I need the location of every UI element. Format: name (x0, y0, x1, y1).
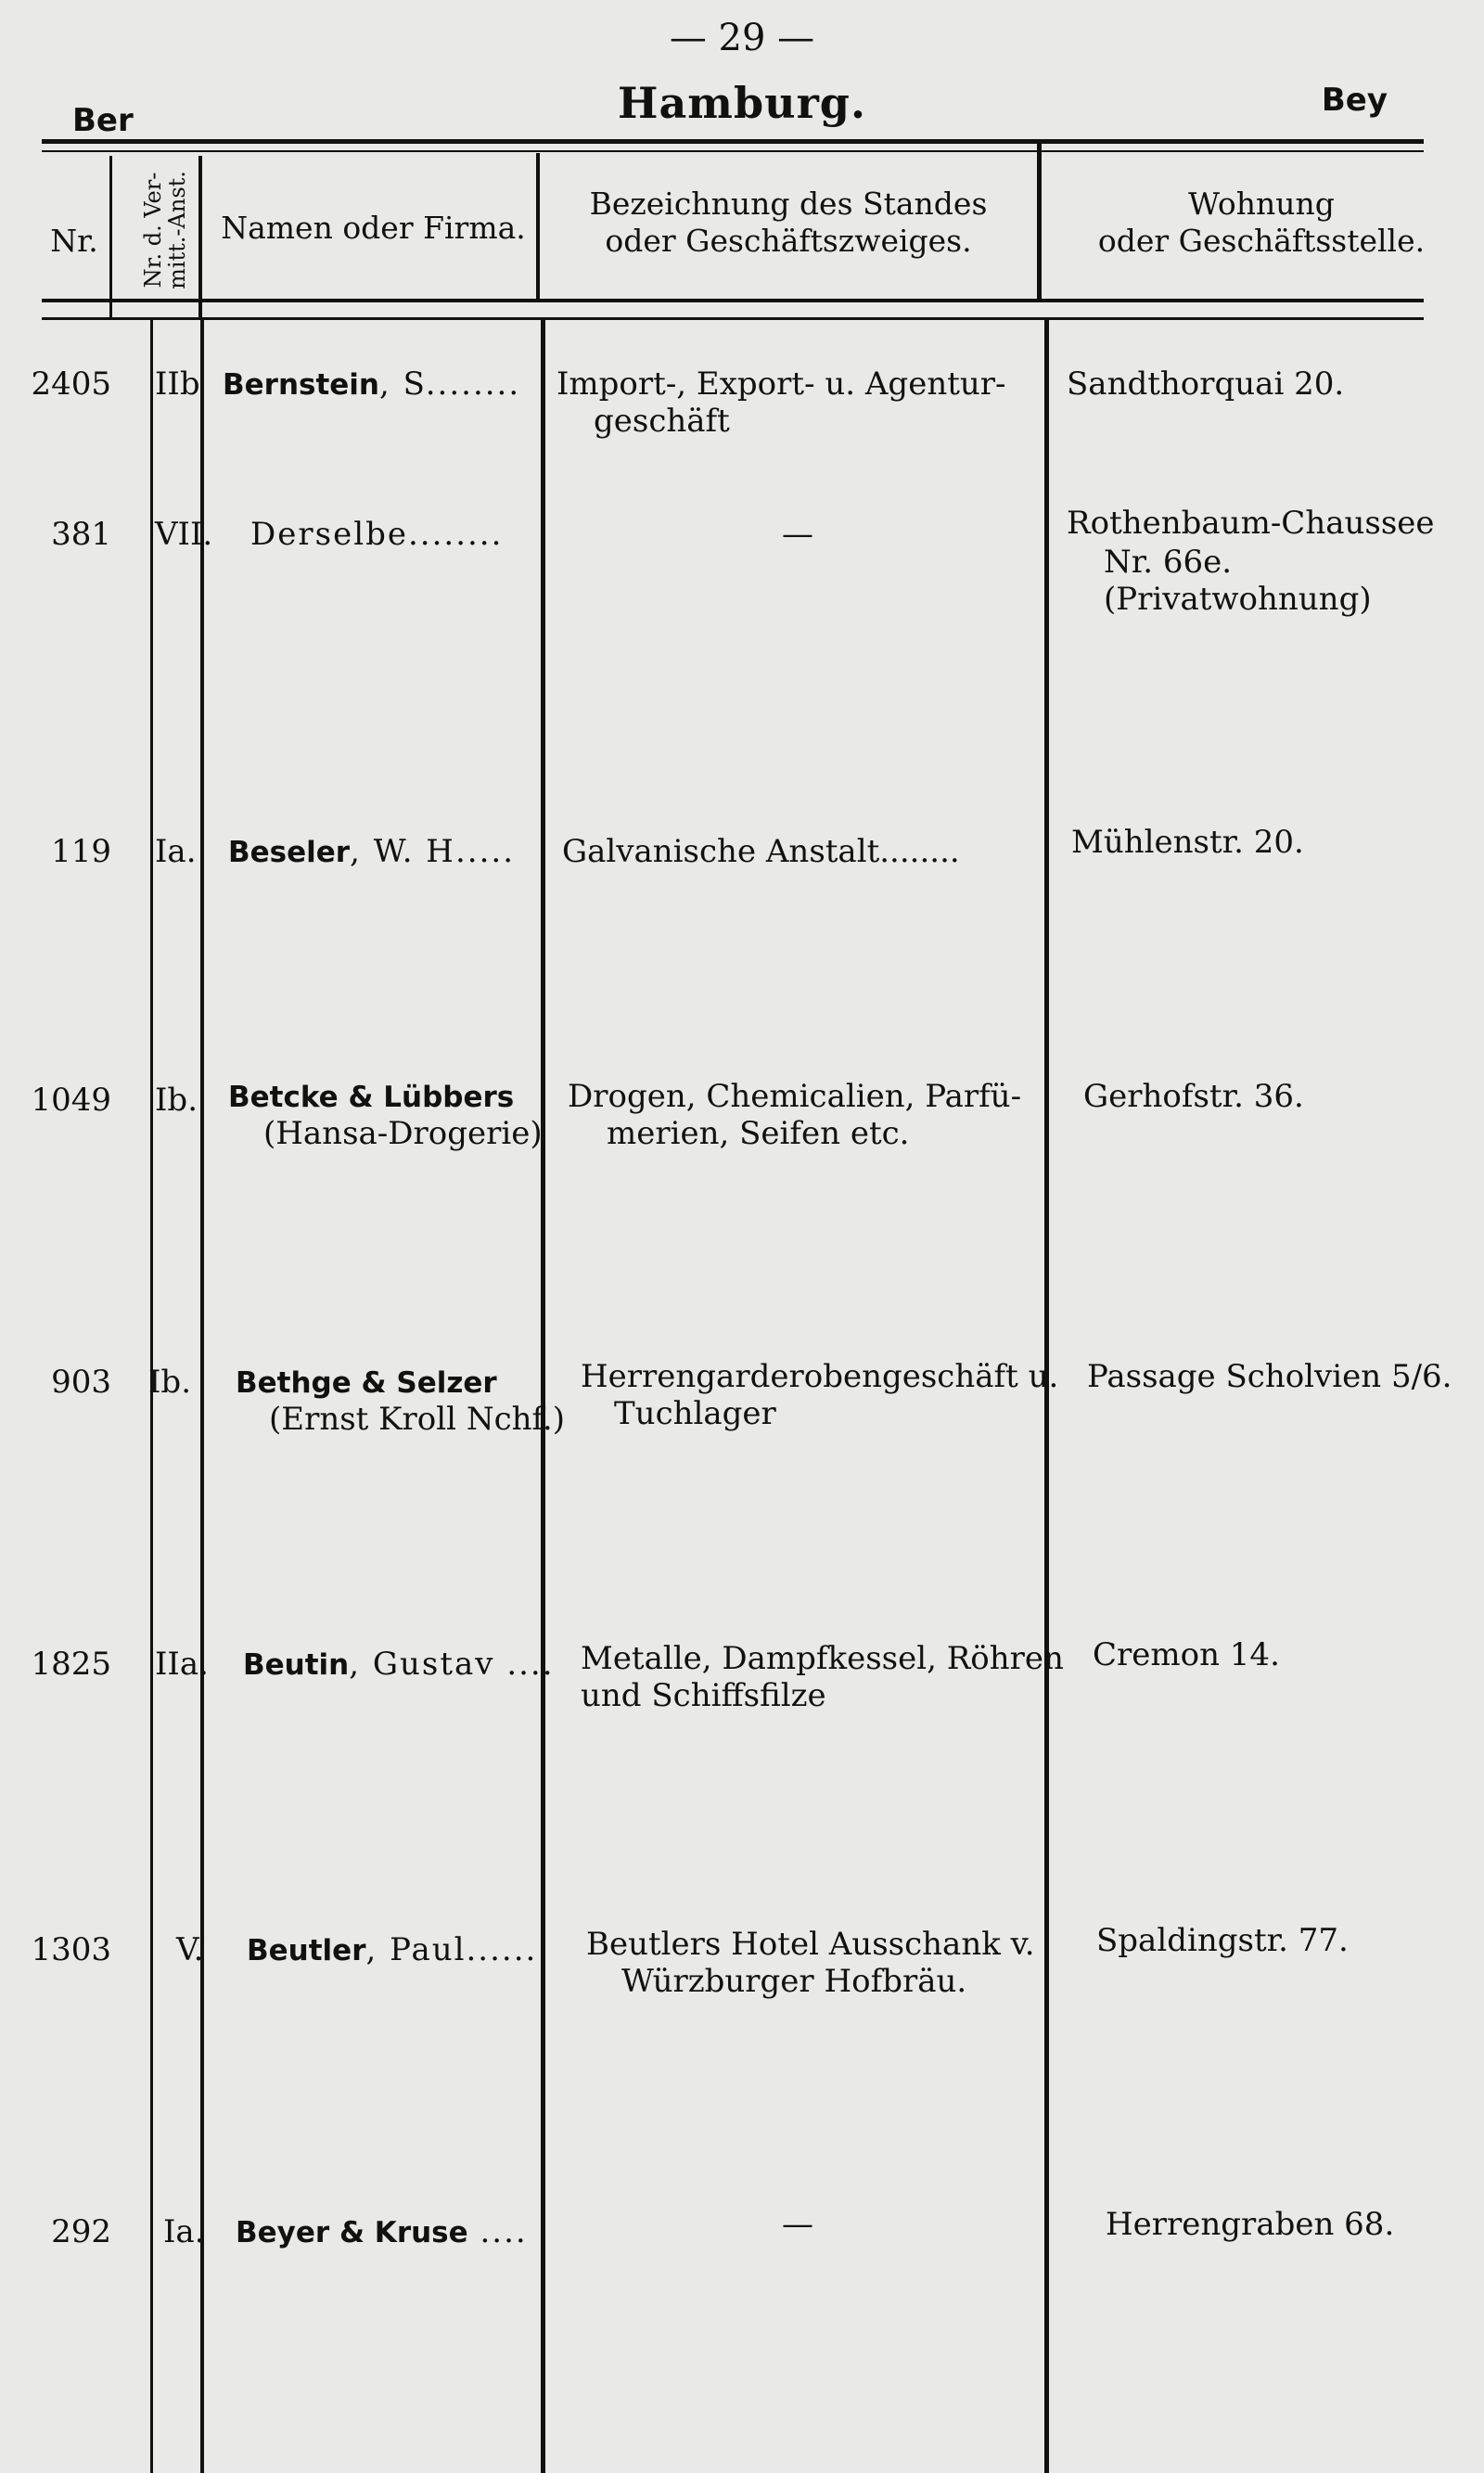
entry-nr: 119 (51, 833, 111, 870)
header-wohnung-line2: oder Geschäftsstelle. (1097, 223, 1426, 259)
header-class-line2: mitt.-Anst. (164, 171, 190, 289)
entry-nr: 1825 (31, 1646, 111, 1683)
entry-class: Ib. (155, 1082, 198, 1119)
entry-stand-line1: Herrengarderobengeschäft u. (581, 1358, 1059, 1395)
entry-name (223, 364, 520, 405)
entry-name (228, 831, 515, 873)
entry-name-rest: , Paul...... (365, 1931, 538, 1968)
header-divider-1 (109, 156, 112, 318)
entry-name-rest: .... (467, 2213, 528, 2250)
entry-name-bold: Bethge & Selzer (236, 1366, 497, 1400)
top-rule-thin (42, 150, 1424, 152)
running-head-right: Bey (1321, 82, 1388, 119)
header-nr: Nr. (50, 223, 98, 259)
entry-stand-line2: und Schiffsfilze (581, 1677, 826, 1714)
entry-wohnung-line2: Nr. 66e. (1104, 544, 1233, 581)
header-class (109, 156, 221, 304)
entry-name-line2: (Hansa-Drogerie) (263, 1115, 543, 1152)
entry-name-bold: Beseler (228, 836, 351, 869)
entry-name-rest: , W. H..... (350, 833, 515, 870)
body-divider-3 (541, 320, 545, 2473)
entry-wohnung: Passage Scholvien 5/6. (1087, 1358, 1452, 1395)
entry-stand-line1: Drogen, Chemicalien, Parfü- (568, 1078, 1022, 1115)
entry-nr: 381 (51, 516, 111, 553)
header-name: Namen oder Firma. (221, 210, 526, 246)
header-stand-line2: oder Geschäftszweiges. (605, 223, 972, 259)
entry-stand-line1: Beutlers Hotel Ausschank v. (586, 1926, 1035, 1963)
entry-stand-dash: — (782, 2206, 813, 2243)
entry-stand-dash: — (782, 516, 813, 553)
entry-stand-line2: merien, Seifen etc. (607, 1115, 910, 1152)
top-rule-thick (42, 139, 1424, 144)
header-rule-thin (42, 317, 1424, 320)
entry-class: Ia. (163, 2213, 205, 2250)
entry-name (247, 1929, 537, 1971)
running-head-left: Ber (72, 102, 134, 139)
entry-stand-line2: Würzburger Hofbräu. (621, 1963, 967, 2000)
entry-name-bold: Beutler (247, 1934, 366, 1967)
entry-name (228, 1076, 514, 1118)
entry-wohnung: Cremon 14. (1093, 1636, 1280, 1673)
entry-wohnung: Sandthorquai 20. (1067, 365, 1345, 403)
entry-stand-line2: Tuchlager (614, 1395, 776, 1432)
entry-nr: 1049 (31, 1082, 111, 1119)
header-class-line1: Nr. d. Ver- (140, 172, 166, 288)
entry-wohnung-line1: Rothenbaum-Chaussee (1067, 505, 1435, 542)
page-title: Hamburg. (618, 78, 866, 128)
entry-class: IIa. (155, 1646, 209, 1683)
entry-name-bold: Beyer & Kruse (236, 2216, 468, 2249)
entry-name-bold: Bernstein (223, 368, 380, 402)
entry-class: VII. (155, 516, 213, 553)
entry-stand-line1: Metalle, Dampfkessel, Röhren (581, 1640, 1064, 1677)
header-stand-line1: Bezeichnung des Standes (589, 186, 988, 222)
entry-nr: 292 (51, 2213, 111, 2250)
entry-class: V. (176, 1931, 204, 1968)
page-number: — 29 — (669, 17, 815, 59)
entry-name-rest: , Gustav .... (349, 1646, 555, 1683)
entry-nr: 903 (51, 1364, 111, 1401)
entry-wohnung: Herrengraben 68. (1106, 2206, 1395, 2243)
header-rule-thick (42, 299, 1424, 302)
header-wohnung-line1: Wohnung (1188, 186, 1335, 222)
entry-wohnung: Mühlenstr. 20. (1071, 824, 1304, 861)
entry-stand-line1: Galvanische Anstalt........ (562, 833, 960, 870)
entry-name-rest: Derselbe........ (250, 516, 504, 553)
entry-stand-line1: Import-, Export- u. Agentur- (556, 365, 1006, 403)
entry-name (243, 1644, 555, 1685)
entry-stand-line2: geschäft (594, 403, 730, 440)
entry-name (236, 2211, 528, 2253)
entry-wohnung: Spaldingstr. 77. (1096, 1922, 1349, 1959)
entry-name-bold: Beutin (243, 1648, 350, 1682)
entry-name (236, 1362, 497, 1403)
entry-class: Ia. (155, 833, 197, 870)
entry-wohnung: Gerhofstr. 36. (1083, 1078, 1304, 1115)
entry-wohnung-line3: (Privatwohnung) (1104, 581, 1372, 618)
entry-name-rest: , S........ (379, 365, 521, 403)
entry-nr: 1303 (31, 1931, 111, 1968)
entry-name (250, 514, 503, 555)
entry-class: Ib. (148, 1364, 192, 1401)
header-stand (538, 186, 1039, 260)
entry-class: IIb (155, 365, 200, 403)
header-divider-2 (198, 156, 202, 318)
header-divider-4 (1037, 144, 1042, 301)
header-wohnung (1039, 186, 1484, 260)
header-divider-3 (536, 153, 540, 301)
entry-name-bold: Betcke & Lübbers (228, 1081, 515, 1114)
entry-name-line2: (Ernst Kroll Nchf.) (269, 1401, 565, 1438)
entry-nr: 2405 (31, 365, 111, 403)
